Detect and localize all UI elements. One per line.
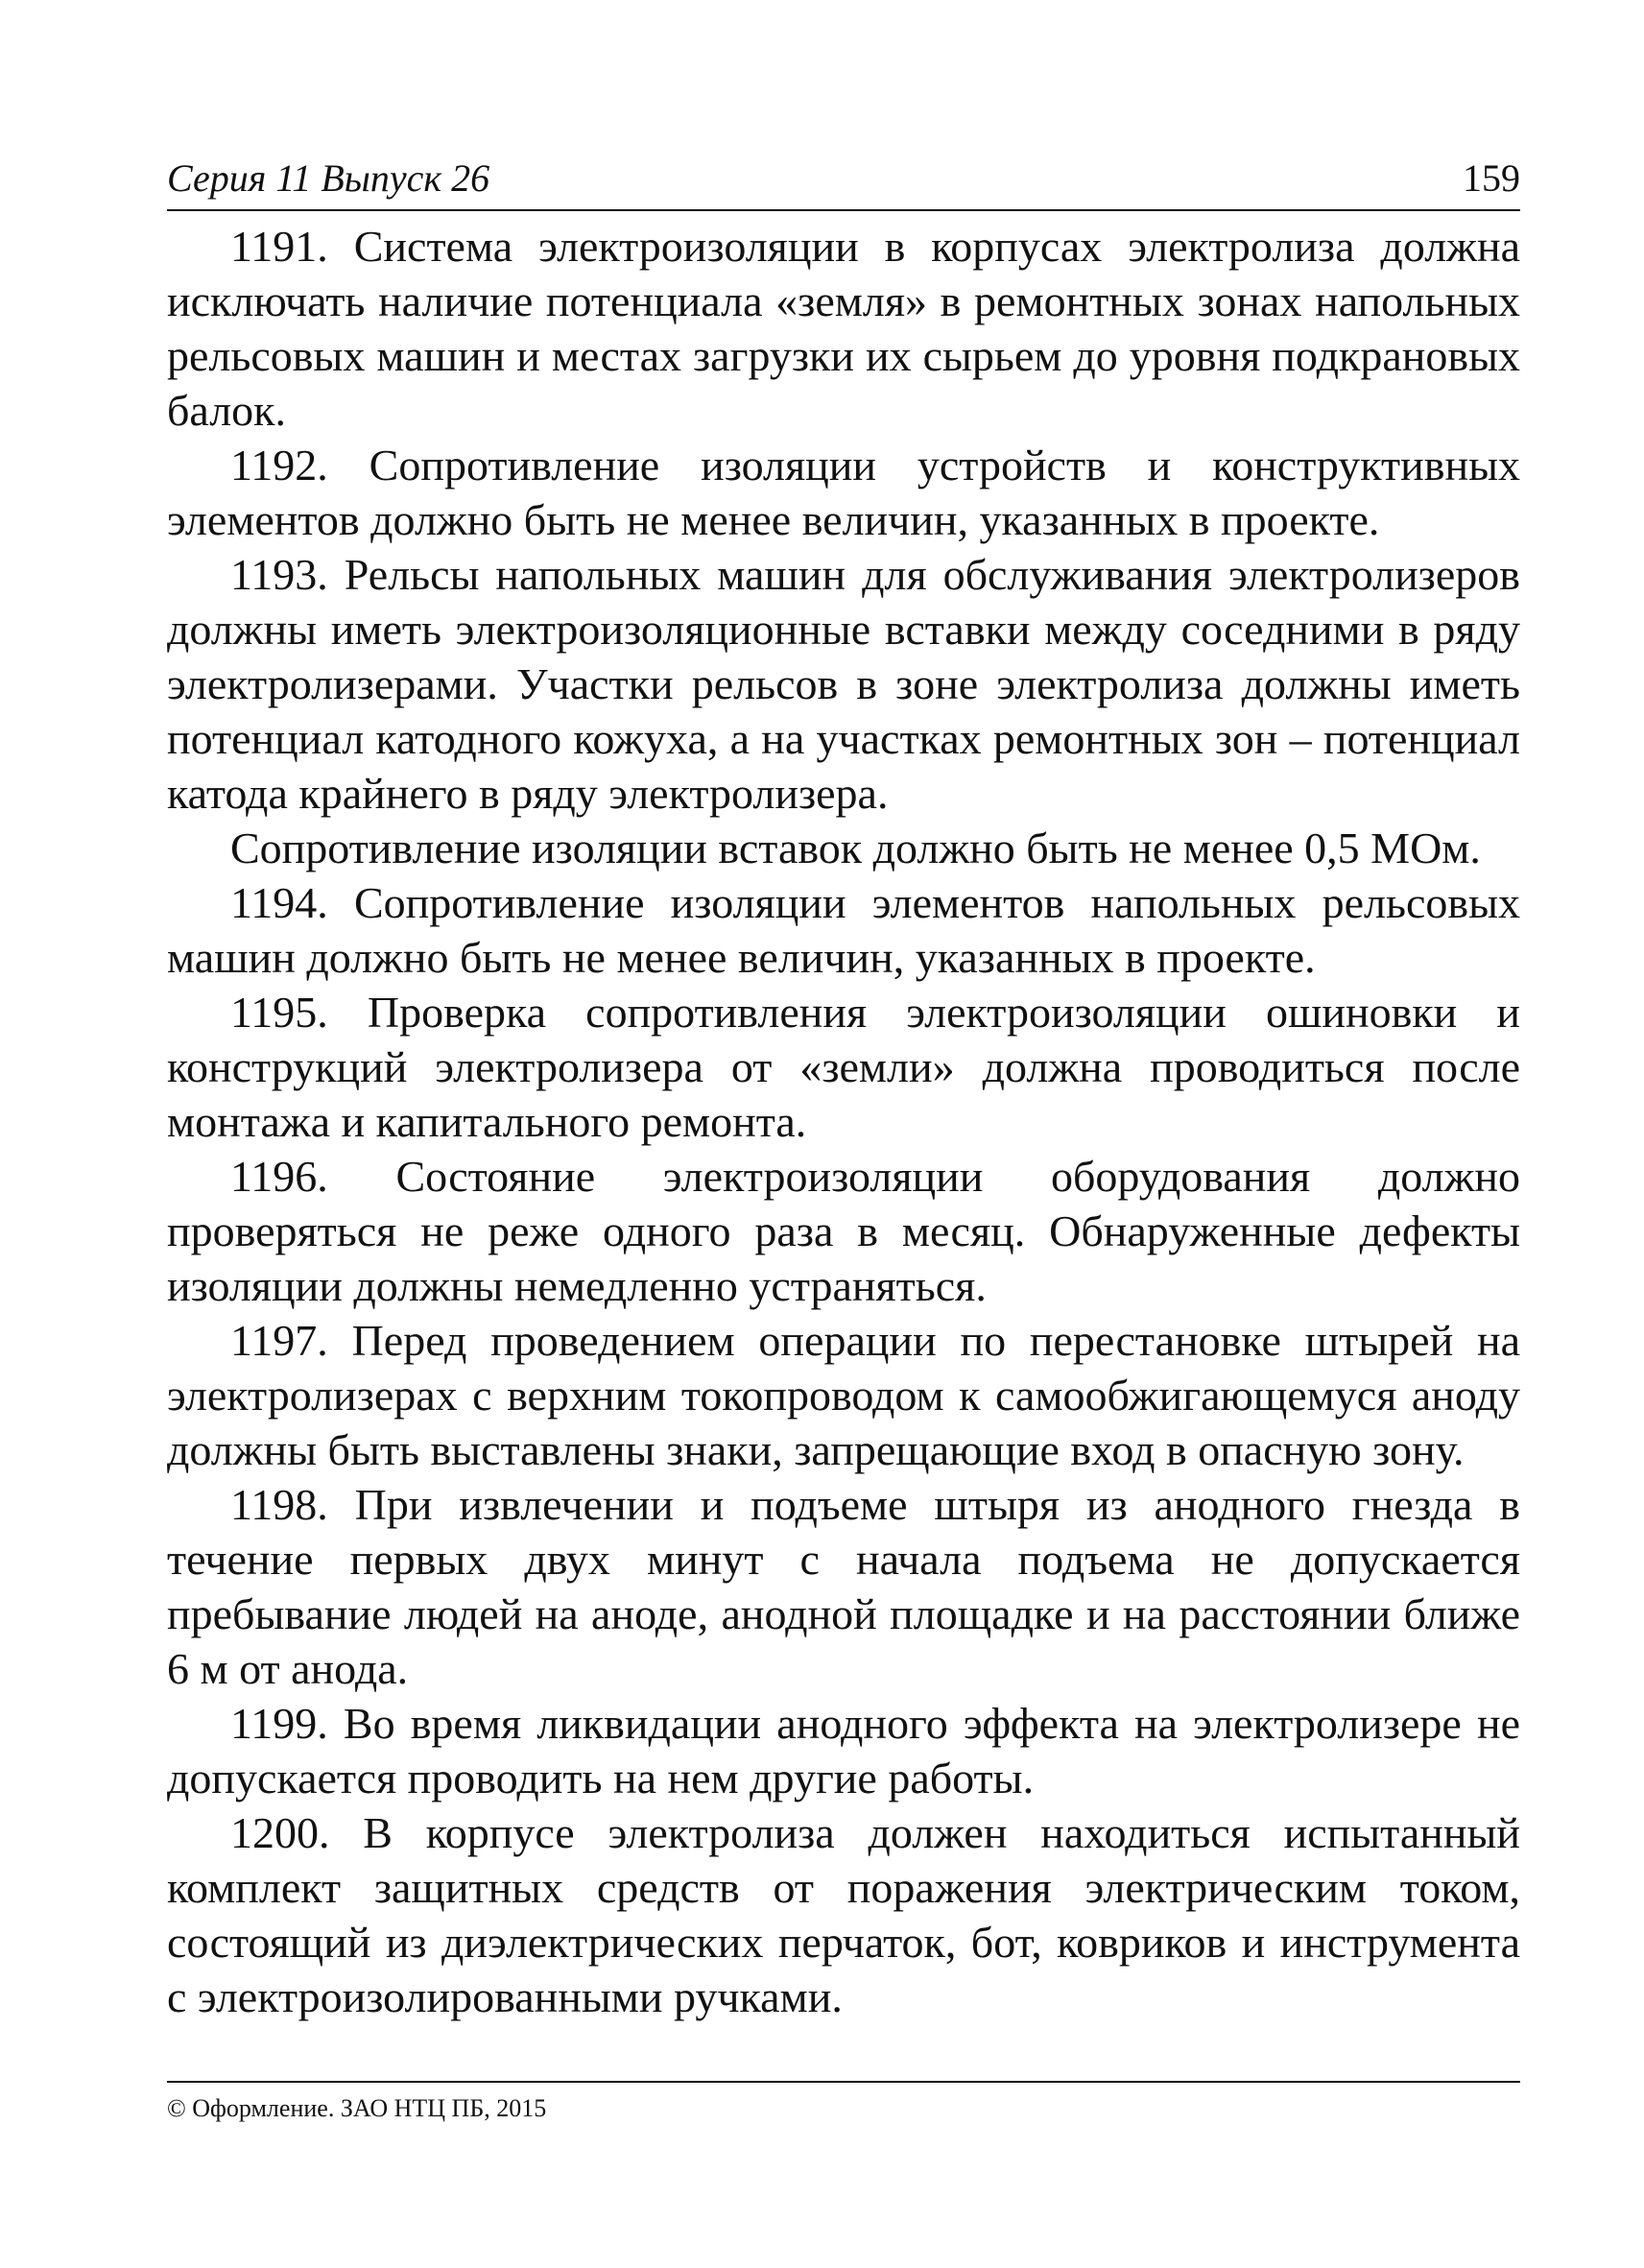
- footer-divider: [167, 2081, 1520, 2083]
- paragraph-1199: 1199. Во время ликвидации анодного эффекта на электролизере не допускается проводить на нем другие работы.: [167, 1699, 1520, 1802]
- paragraph-1194: 1194. Сопротивление изоляции элементов напольных рельсовых машин должно быть не менее величин, указанных в проекте.: [167, 878, 1520, 982]
- paragraph-1192: 1192. Сопротивление изоляции устройств и конструктивных элементов должно быть не менее величин, указанных в проекте.: [167, 441, 1520, 544]
- paragraph-1193-resistance: Сопротивление изоляции вставок должно быть не менее 0,5 МОм.: [230, 824, 1481, 872]
- series-title: Серия 11 Выпуск 26: [167, 156, 490, 200]
- page-header: [167, 154, 1520, 211]
- paragraph-1197: 1197. Перед проведением операции по перестановке штырей на электролизерах с верхним токопроводом к самообжигающемуся аноду должны быть выставлены знаки, запрещающие вход в опасную зону.: [167, 1316, 1520, 1474]
- page-number: 159: [1463, 156, 1520, 200]
- paragraph-1195: 1195. Проверка сопротивления электроизоляции ошиновки и конструкций электролизера от «земли» должна проводиться после монтажа и капитального ремонта.: [167, 988, 1520, 1146]
- footer-copyright: © Оформление. ЗАО НТЦ ПБ, 2015: [167, 2094, 547, 2122]
- paragraph-1200: 1200. В корпусе электролиза должен находиться испытанный комплект защитных средств от поражения электрическим током, состоящий из диэлектрических перчаток, бот, ковриков и инструмента с электроизолированными ручками.: [167, 1808, 1520, 2021]
- paragraph-1198: 1198. При извлечении и подъеме штыря из анодного гнезда в течение первых двух минут с начала подъема не допускается пребывание людей на аноде, анодной площадке и на расстоянии ближе 6 м от анода.: [167, 1480, 1520, 1693]
- page-body: [167, 219, 1520, 2024]
- paragraph-1193: 1193. Рельсы напольных машин для обслуживания электролизеров должны иметь электроизоляционные вставки между соседними в ряду электролизерами. Участки рельсов в зоне электролиза должны иметь потенциал катодного кожуха, а на участках ремонтных зон – потенциал катода крайнего в ряду электролизера.: [167, 550, 1520, 818]
- paragraph-1191: 1191. Система электроизоляции в корпусах электролиза должна исключать наличие потенциала «земля» в ремонтных зонах напольных рельсовых машин и местах загрузки их сырьем до уровня подкрановых балок.: [167, 222, 1520, 435]
- paragraph-1196: 1196. Состояние электроизоляции оборудования должно проверяться не реже одного раза в месяц. Обнаруженные дефекты изоляции должны немедленно устраняться.: [167, 1152, 1520, 1310]
